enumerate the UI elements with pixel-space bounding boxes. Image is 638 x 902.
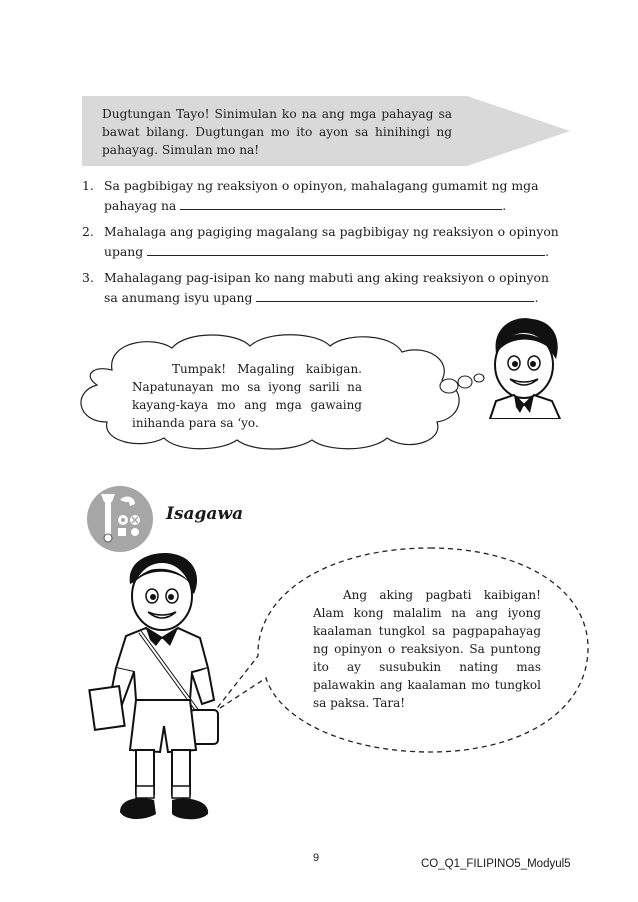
item-prefix: upang xyxy=(104,244,144,259)
list-item xyxy=(82,176,572,216)
item-number: 3. xyxy=(82,270,94,285)
instruction-banner xyxy=(82,96,570,166)
item-text: Mahalagang pag-isipan ko nang mabuti ang aking reaksiyon o opinyon xyxy=(104,270,549,285)
instruction-text: Dugtungan Tayo! Sinimulan ko na ang mga pahayag sa bawat bilang. Dugtungan mo ito ayon sa hinihingi ng pahayag. Simulan mo na! xyxy=(102,107,452,157)
tools-icon xyxy=(85,484,155,554)
speech-bubble xyxy=(200,544,590,756)
speech-text: Ang aking pagbati kaibigan! Alam kong malalim na ang iyong kaalaman tungkol sa pagpapahayag ng opinyon o reaksiyon. Sa puntong ito ay susubukin nating mas palawakin ang kaalaman mo tungkol sa paksa. Tara! xyxy=(313,588,541,710)
item-suffix: . xyxy=(545,244,550,259)
answer-blank[interactable] xyxy=(147,242,545,256)
item-number: 2. xyxy=(82,224,94,239)
thought-text: Tumpak! Magaling kaibigan. Napatunayan mo sa iyong sarili na kayang-kaya mo ang mga gawaing inihanda para sa ‘yo. xyxy=(132,362,362,430)
item-suffix: . xyxy=(534,290,539,305)
section-title: Isagawa xyxy=(166,504,244,524)
item-suffix: . xyxy=(502,198,507,213)
list-item xyxy=(82,268,572,308)
boy-illustration xyxy=(474,313,570,419)
item-prefix: pahayag na xyxy=(104,198,177,213)
boy-figure-icon xyxy=(86,550,236,840)
page-number: 9 xyxy=(313,852,320,864)
item-prefix: sa anumang isyu upang xyxy=(104,290,253,305)
list-item xyxy=(82,222,572,262)
isagawa-icon-badge xyxy=(85,484,155,554)
answer-blank[interactable] xyxy=(256,288,534,302)
thought-cloud xyxy=(72,330,492,452)
answer-blank[interactable] xyxy=(180,196,502,210)
fill-in-list xyxy=(82,176,572,314)
item-number: 1. xyxy=(82,178,94,193)
item-text: Mahalaga ang pagiging magalang sa pagbibigay ng reaksiyon o opinyon xyxy=(104,224,559,239)
boy-bust-icon xyxy=(474,313,570,419)
item-text: Sa pagbibigay ng reaksiyon o opinyon, mahalagang gumamit ng mga xyxy=(104,178,539,193)
module-code: CO_Q1_FILIPINO5_Modyul5 xyxy=(421,858,571,870)
boy-full-illustration xyxy=(86,550,236,840)
